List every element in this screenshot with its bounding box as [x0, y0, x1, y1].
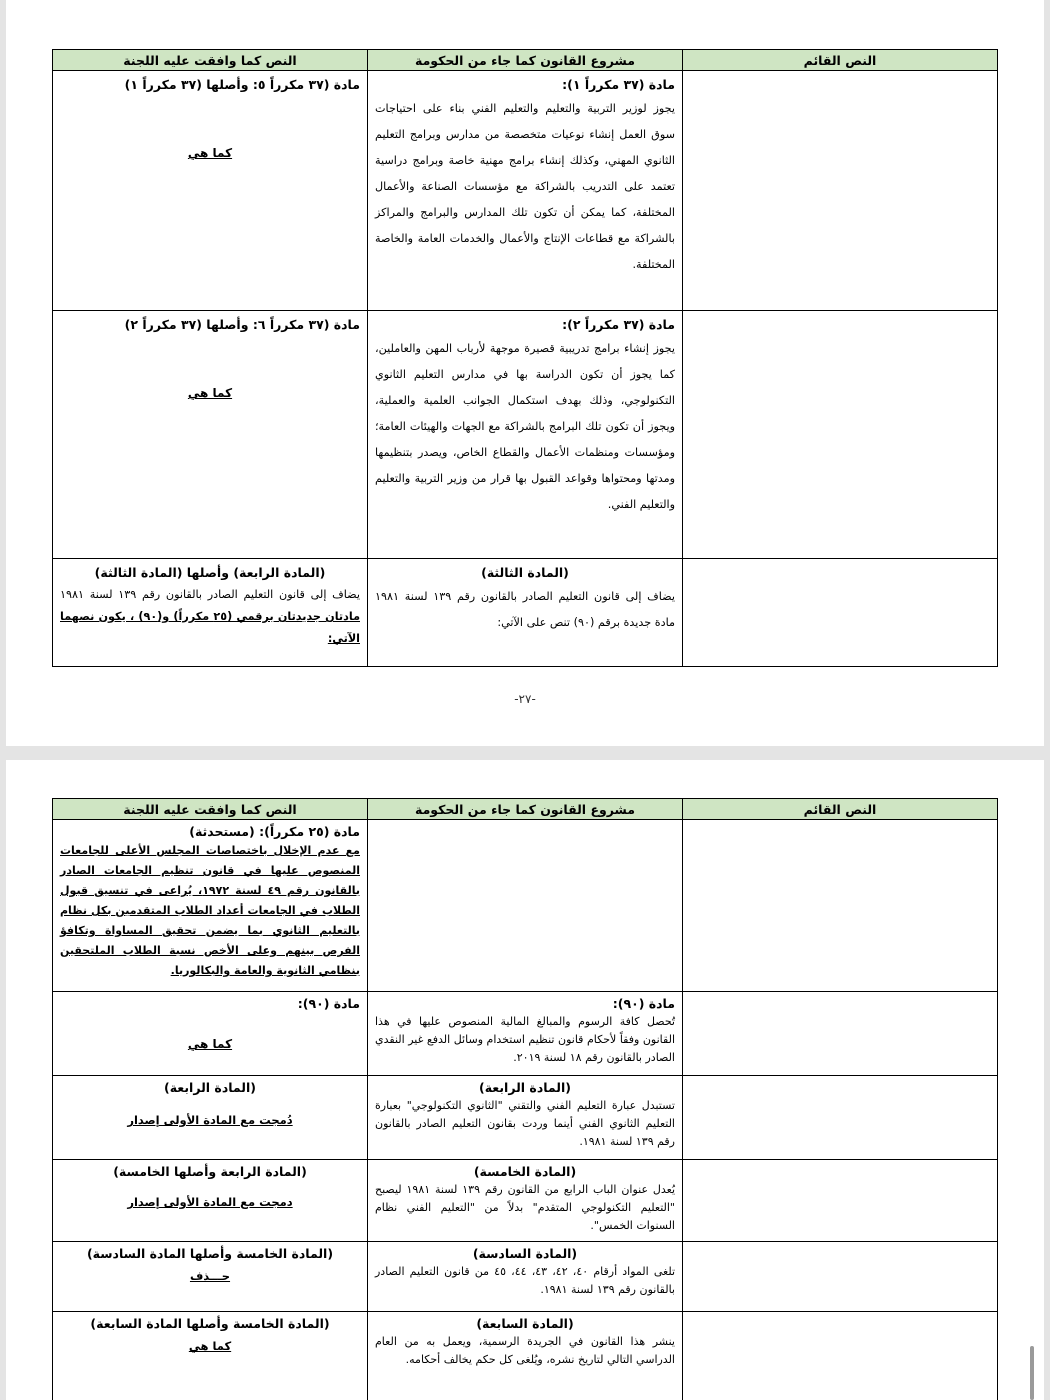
comparison-table-page-28 — [52, 798, 998, 1400]
article-body: يضاف إلى قانون التعليم الصادر بالقانون رقم ١٣٩ لسنة ١٩٨١ مادة جديدة برقم (٩٠) تنص على الآتي: — [375, 590, 675, 629]
committee-text-cell — [53, 1312, 368, 1400]
article-title: مادة (٣٧ مكرراً ٥: وأصلها (٣٧ مكرراً ١) — [124, 77, 360, 92]
merged-note: دُمجت مع المادة الأولى إصدار — [127, 1113, 293, 1127]
header-existing-text: النص القائم — [683, 50, 998, 71]
table-row — [53, 820, 998, 992]
article-title: (المادة الرابعة) — [164, 1080, 256, 1095]
article-title: مادة (٣٧ مكرراً ٦: وأصلها (٣٧ مكرراً ٢) — [124, 317, 360, 332]
committee-text-cell — [53, 820, 368, 992]
header-committee-text: النص كما وافقت عليه اللجنة — [53, 50, 368, 71]
new-articles-text: مادتان جديدتان برقمي (٢٥ مكرراً) و(٩٠) ، يكون نصهما الآتي: — [60, 610, 360, 645]
government-text-cell — [368, 71, 683, 311]
article-title: (المادة الخامسة وأصلها المادة السابعة) — [90, 1316, 330, 1331]
article-title: (المادة الخامسة وأصلها المادة السادسة) — [86, 1246, 334, 1261]
table-row — [53, 1312, 998, 1400]
article-body: ينشر هذا القانون في الجريدة الرسمية، ويعمل به من العام الدراسي التالي لتاريخ نشره، ويُلغى كل حكم يخالف أحكامه. — [375, 1335, 675, 1366]
government-text-cell — [368, 992, 683, 1076]
merged-note: دمجت مع المادة الأولى إصدار — [127, 1195, 293, 1209]
government-text-cell — [368, 559, 683, 667]
as-is-note: كما هي — [187, 386, 233, 400]
table-row — [53, 559, 998, 667]
article-title: مادة (٩٠): — [612, 996, 675, 1011]
page-number: -٢٧- — [514, 692, 536, 706]
page-28 — [6, 760, 1044, 1400]
existing-text-cell — [683, 1242, 998, 1312]
as-is-note: كما هي — [188, 1339, 232, 1353]
article-title: مادة (٢٥ مكرراً): (مستحدثة) — [189, 824, 360, 839]
existing-text-cell — [683, 311, 998, 559]
existing-text-cell — [683, 1312, 998, 1400]
page-27 — [6, 0, 1044, 746]
table-row — [53, 992, 998, 1076]
as-is-note: كما هي — [187, 146, 233, 160]
article-body: يُعدل عنوان الباب الرابع من القانون رقم ١٣٩ لسنة ١٩٨١ ليصبح "التعليم التكنولوجي المتقدم" بدلاً من "التعليم الفني نظام السنوات الخمس". — [375, 1183, 676, 1232]
committee-text-cell — [53, 311, 368, 559]
existing-text-cell — [683, 559, 998, 667]
committee-text-cell — [53, 71, 368, 311]
header-row — [53, 50, 998, 71]
existing-text-cell — [683, 71, 998, 311]
committee-text-cell — [53, 992, 368, 1076]
article-body: يجوز إنشاء برامج تدريبية قصيرة موجهة لأرباب المهن والعاملين، كما يجوز أن تكون الدراسة بها في مدارس التعليم الثانوي التكنولوجي، وذلك بهدف استكمال الجوانب العلمية والعملية، ويجوز أن تكون تلك البرامج بالشراكة مع الجهات والهيئات العامة؛ ومؤسسات ومنظمات الأعمال والقطاع الخاص، ويصدر بتنظيمها ومدتها ومحتواها وقواعد القبول بها قرار من وزير التربية والتعليم والتعليم الفني. — [375, 342, 675, 511]
government-text-cell — [368, 1312, 683, 1400]
committee-text-cell — [53, 1242, 368, 1312]
header-row — [53, 799, 998, 820]
article-title: (المادة الرابعة وأصلها الخامسة) — [113, 1164, 307, 1179]
committee-text-cell — [53, 1160, 368, 1242]
deleted-note: حـــذف — [189, 1269, 231, 1283]
article-body: تلغى المواد أرقام ٤٠، ٤٢، ٤٣، ٤٤، ٤٥ من قانون التعليم الصادر بالقانون رقم ١٣٩ لسنة ١٩٨١. — [375, 1265, 676, 1296]
government-text-cell — [368, 311, 683, 559]
article-title: مادة (٣٧ مكرراً ٢): — [562, 317, 675, 332]
article-title: (المادة الرابعة) — [479, 1080, 571, 1095]
comparison-table-page-27 — [52, 49, 998, 667]
article-title: (المادة الثالثة) — [481, 565, 569, 580]
article-body: تستبدل عبارة التعليم الفني والتقني "الثانوي التكنولوجي" بعبارة التعليم الثانوي الفني أينما وردت بقانون التعليم الصادر بالقانون رقم ١٣٩ لسنة ١٩٨١. — [375, 1099, 675, 1148]
as-is-note: كما هي — [187, 1037, 233, 1051]
article-title: (المادة السادسة) — [472, 1246, 578, 1261]
header-government-bill: مشروع القانون كما جاء من الحكومة — [368, 50, 683, 71]
article-title: (المادة السابعة) — [476, 1316, 574, 1331]
header-existing-text: النص القائم — [683, 799, 998, 820]
table-row — [53, 1076, 998, 1160]
existing-text-cell — [683, 1160, 998, 1242]
article-body: تُحصل كافة الرسوم والمبالغ المالية المنصوص عليها في هذا القانون وفقاً لأحكام قانون تنظيم استخدام وسائل الدفع غير النقدي الصادر بالقانون رقم ١٨ لسنة ٢٠١٩. — [375, 1015, 675, 1064]
new-article-body: مع عدم الإخلال باختصاصات المجلس الأعلى للجامعات المنصوص عليها في قانون تنظيم الجامعات الصادر بالقانون رقم ٤٩ لسنة ١٩٧٢، يُراعى في تنسيق قبول الطلاب في الجامعات أعداد الطلاب المتقدمين بكل نظام بالتعليم الثانوي بما يضمن تحقيق المساواة وتكافؤ الفرص بينهم وعلى الأخص نسبة الطلاب الملتحقين بنظامي الثانوية والعامة والبكالوريا. — [60, 844, 360, 977]
article-title: (المادة الرابعة) وأصلها (المادة الثالثة) — [94, 565, 326, 580]
article-title: مادة (٩٠): — [297, 996, 360, 1011]
header-government-bill: مشروع القانون كما جاء من الحكومة — [368, 799, 683, 820]
table-row — [53, 311, 998, 559]
government-text-cell — [368, 1076, 683, 1160]
article-title: (المادة الخامسة) — [473, 1164, 577, 1179]
article-title: مادة (٣٧ مكرراً ١): — [562, 77, 675, 92]
government-text-cell — [368, 820, 683, 992]
committee-text-cell — [53, 559, 368, 667]
table-row — [53, 1160, 998, 1242]
existing-text-cell — [683, 992, 998, 1076]
government-text-cell — [368, 1242, 683, 1312]
table-row — [53, 71, 998, 311]
table-row — [53, 1242, 998, 1312]
committee-text-cell — [53, 1076, 368, 1160]
existing-text-cell — [683, 1076, 998, 1160]
existing-text-cell — [683, 820, 998, 992]
article-body: يضاف إلى قانون التعليم الصادر بالقانون رقم ١٣٩ لسنة ١٩٨١ — [60, 588, 360, 601]
article-body: يجوز لوزير التربية والتعليم والتعليم الفني بناء على احتياجات سوق العمل إنشاء نوعيات متخصصة من مدارس وبرامج التعليم الثانوي المهني، وكذلك إنشاء برامج مهنية خاصة وبرامج دراسية تعتمد على التدريب بالشراكة مع مؤسسات الصناعة والأعمال المختلفة، كما يمكن أن تكون تلك المدارس والبرامج والمراكز بالشراكة مع قطاعات الإنتاج والأعمال والخدمات العامة والخاصة المختلفة. — [375, 102, 675, 271]
government-text-cell — [368, 1160, 683, 1242]
scrollbar-thumb[interactable] — [1030, 1346, 1034, 1400]
header-committee-text: النص كما وافقت عليه اللجنة — [53, 799, 368, 820]
